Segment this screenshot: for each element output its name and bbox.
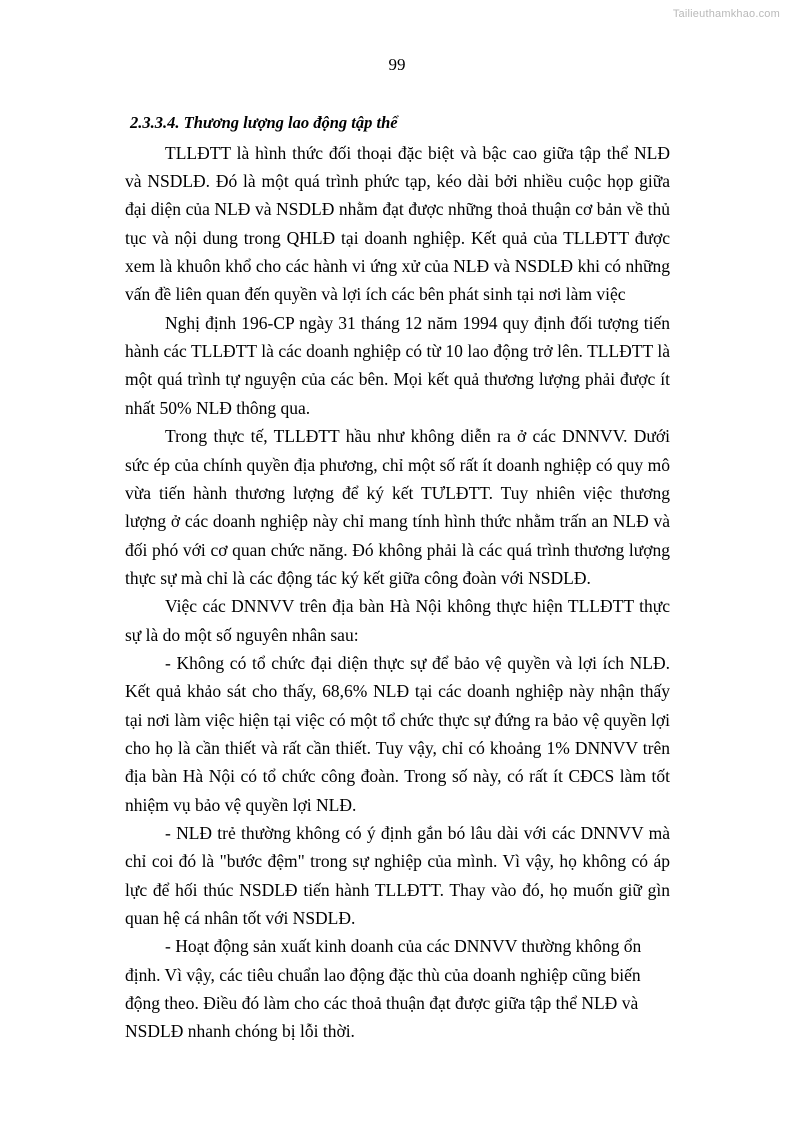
body-paragraph: Nghị định 196-CP ngày 31 tháng 12 năm 1994 quy định đối tượng tiến hành các TLLĐTT là các doanh nghiệp có từ 10 lao động trở lên. TLLĐTT là một quá trình tự nguyện của các bên. Mọi kết quả thương lượng phải được ít nhất 50% NLĐ thông qua. bbox=[125, 312, 670, 418]
body-paragraph: - Hoạt động sản xuất kinh doanh của các DNNVV thường không ổn định. Vì vậy, các tiêu chuẩn lao động đặc thù của doanh nghiệp cũng biến động theo. Điều đó làm cho các thoả thuận đạt được giữa tập thể NLĐ và NSDLĐ nhanh chóng bị lỗi thời. bbox=[125, 936, 642, 1042]
body-paragraph: Trong thực tế, TLLĐTT hầu như không diễn ra ở các DNNVV. Dưới sức ép của chính quyền địa phương, chỉ một số rất ít doanh nghiệp có quy mô vừa tiến hành thương lượng để ký kết TƯLĐTT. Tuy nhiên việc thương lượng ở các doanh nghiệp này chỉ mang tính hình thức nhằm trấn an NLĐ và đối phó với cơ quan chức năng. Đó không phải là các quá trình thương lượng thực sự mà chỉ là các động tác ký kết giữa công đoàn với NSDLĐ. bbox=[125, 426, 670, 588]
body-paragraph: - NLĐ trẻ thường không có ý định gắn bó lâu dài với các DNNVV mà chỉ coi đó là "bước đệm" trong sự nghiệp của mình. Vì vậy, họ không có áp lực để hối thúc NSDLĐ tiến hành TLLĐTT. Thay vào đó, họ muốn giữ gìn quan hệ cá nhân tốt với NSDLĐ. bbox=[125, 822, 670, 928]
body-paragraph: Việc các DNNVV trên địa bàn Hà Nội không thực hiện TLLĐTT thực sự là do một số nguyên nhân sau: bbox=[125, 596, 670, 645]
watermark-text: Tailieuthamkhao.com bbox=[672, 8, 780, 20]
body-paragraph: TLLĐTT là hình thức đối thoại đặc biệt và bậc cao giữa tập thể NLĐ và NSDLĐ. Đó là một quá trình phức tạp, kéo dài bởi nhiều cuộc họp giữa đại diện của NLĐ và NSDLĐ nhằm đạt được những thoả thuận cơ bản về thủ tục và nội dung trong QHLĐ tại doanh nghiệp. Kết quả của TLLĐTT được xem là khuôn khổ cho các hành vi ứng xử của NLĐ và NSDLĐ khi có những vấn đề liên quan đến quyền và lợi ích các bên phát sinh tại nơi làm việc bbox=[125, 142, 670, 305]
section-heading: 2.3.3.4. Thương lượng lao động tập thể bbox=[130, 113, 398, 132]
page-number: 99 bbox=[388, 55, 406, 74]
body-paragraph: - Không có tổ chức đại diện thực sự để bảo vệ quyền và lợi ích NLĐ. Kết quả khảo sát cho thấy, 68,6% NLĐ tại các doanh nghiệp này nhận thấy tại nơi làm việc hiện tại việc có một tổ chức thực sự đứng ra bảo vệ quyền lợi cho họ là cần thiết và rất cần thiết. Tuy vậy, chỉ có khoảng 1% DNNVV trên địa bàn Hà Nội có tổ chức công đoàn. Trong số này, có rất ít CĐCS làm tốt nhiệm vụ bảo vệ quyền lợi NLĐ. bbox=[125, 652, 670, 815]
page-body bbox=[125, 110, 670, 1046]
